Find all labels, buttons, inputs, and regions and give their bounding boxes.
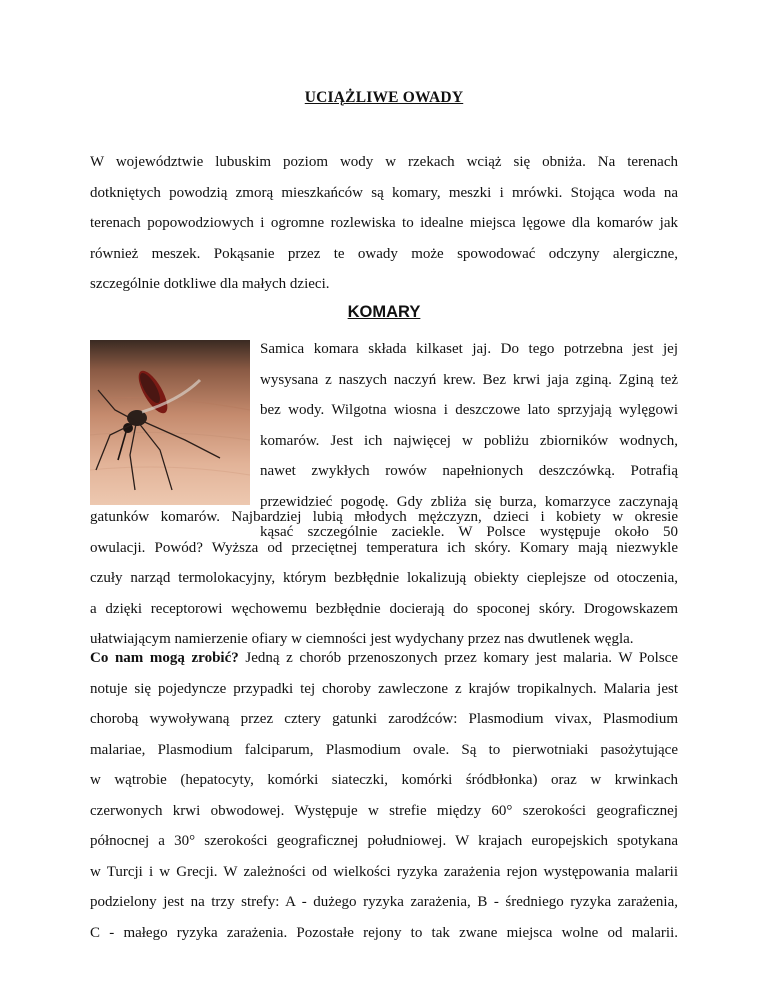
text-line: notuje się pojedyncze przypadki tej choroby zawleczone z krajów tropikalnych. Malaria jest	[90, 680, 678, 697]
text-line: W województwie lubuskim poziom wody w rzekach wciąż się obniża. Na terenach	[90, 154, 678, 170]
text-line: czerwonych krwi obwodowej. Występuje w strefie między 60° szerokości geograficznej	[90, 802, 678, 819]
text-line: przewidzieć pogodę. Gdy zbliża się burza, komarzyce zaczynają	[260, 493, 678, 510]
text-line: terenach popowodziowych i ogromne rozlewiska to idealne miejsca lęgowe dla komarów jak	[90, 215, 678, 231]
text-line: północnej a 30° szerokości geograficznej południowej. W krajach europejskich spotykana	[90, 833, 678, 849]
continued-paragraph	[90, 502, 678, 655]
text-line: dotkniętych powodzią zmorą mieszkańców są komary, meszki i mrówki. Stojąca woda na	[90, 184, 678, 201]
text-line: bez wody. Wilgotna wiosna i deszczowe lato sprzyjają wylęgowi	[260, 402, 678, 418]
malaria-paragraph	[90, 643, 678, 948]
mosquito-illustration	[90, 340, 250, 505]
text-line: nawet zwykłych rowów napełnionych deszczówką. Potrafią	[260, 463, 678, 479]
text-line: kąsać szczególnie zaciekle. W Polsce występuje około 50	[260, 524, 678, 540]
text-line: podzielony jest na trzy strefy: A - dużego ryzyka zarażenia, B - średniego ryzyka zarażenia,	[90, 894, 678, 910]
text-line: również meszek. Pokąsanie przez te owady może spowodować odczyny alergiczne,	[90, 245, 678, 262]
text-line: a dzięki receptorowi węchowemu bezbłędnie docierają do spoconej skóry. Drogowskazem	[90, 600, 678, 617]
text-line: wysysana z naszych naczyń krew. Bez krwi jaja zginą. Zginą też	[260, 371, 678, 388]
text-line: szczególnie dotkliwe dla małych dzieci.	[90, 276, 330, 292]
text-line	[90, 643, 678, 674]
lead-rest: Jedną z chorób przenoszonych przez komary jest malaria. W Polsce	[238, 650, 678, 666]
text-line: malariae, Plasmodium falciparum, Plasmodium ovale. Są to pierwotniaki pasożytujące	[90, 741, 678, 758]
section-heading: KOMARY	[347, 303, 421, 321]
mosquito-photo	[90, 340, 250, 505]
text-line: Samica komara składa kilkaset jaj. Do tego potrzebna jest jej	[260, 341, 678, 357]
text-line: czuły narząd termolokacyjny, którym bezbłędnie lokalizują obiekty cieplejsze od otoczenia,	[90, 570, 678, 586]
text-line: w wątrobie (hepatocyty, komórki siateczki, komórki śródbłonka) oraz w krwinkach	[90, 772, 678, 788]
text-line: C - małego ryzyka zarażenia. Pozostałe rejony to tak zwane miejsca wolne od malarii.	[90, 924, 678, 941]
text-line: chorobą wywoływaną przez cztery gatunki zarodźców: Plasmodium vivax, Plasmodium	[90, 711, 678, 727]
text-line: gatunków komarów. Najbardziej lubią młodych mężczyzn, dzieci i kobiety w okresie	[90, 509, 678, 525]
document-title: UCIĄŻLIWE OWADY	[304, 89, 464, 106]
bold-lead: Co nam mogą zrobić?	[90, 650, 239, 666]
text-line: owulacji. Powód? Wyższa od przeciętnej temperatura ich skóry. Komary mają niezwykle	[90, 539, 678, 556]
text-line: komarów. Jest ich najwięcej w pobliżu zbiorników wodnych,	[260, 432, 678, 449]
text-line: ułatwiającym namierzenie ofiary w ciemności jest wydychany przez nas dwutlenek węgla.	[90, 631, 634, 647]
text-line: w Turcji i w Grecji. W zależności od wielkości ryzyka zarażenia rejon występowania malarii	[90, 863, 678, 880]
intro-paragraph	[90, 147, 678, 300]
